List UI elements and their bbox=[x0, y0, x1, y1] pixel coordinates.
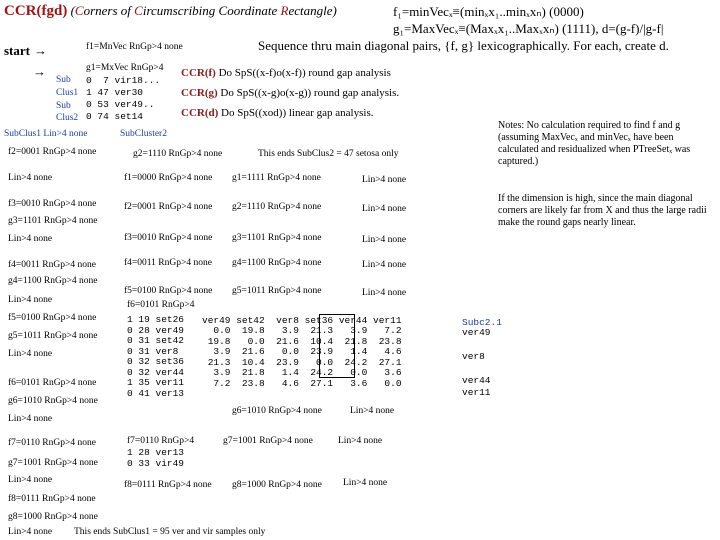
subclus1-item: f4=0011 RnGp>4 none bbox=[8, 260, 96, 270]
g1-table-row: 0 53 ver49.. bbox=[86, 99, 155, 110]
subclus1-item: g8=1000 RnGp>4 none bbox=[8, 512, 98, 522]
distance-matrix-row: 7.2 23.8 4.6 27.1 3.6 0.0 bbox=[202, 377, 402, 389]
subc21-item: ver11 bbox=[462, 387, 491, 398]
subclus1-item: Lin>4 none bbox=[8, 475, 53, 485]
f6-row: 1 19 set26 bbox=[127, 314, 185, 325]
start-label: start bbox=[4, 43, 30, 58]
page-title-block bbox=[4, 2, 337, 20]
subclus2-cell: f3=0010 RnGp>4 none bbox=[124, 233, 213, 243]
subclus2-cell: g3=1101 RnGp>4 none bbox=[232, 233, 322, 243]
notes-calculation: Notes: No calculation required to find f and g (assuming MaxVecₓ and minVecₓ have been calculated and residualized when PTreeSetₓ was captured.) bbox=[498, 120, 691, 167]
subclus1-footer-text: This ends SubClus1 = 95 ver and vir samples only bbox=[74, 527, 266, 537]
subclus1-item: Lin>4 none bbox=[8, 349, 53, 359]
subc21-label: Subc2.1 bbox=[462, 317, 502, 328]
subclus1-item: f2=0001 RnGp>4 none bbox=[8, 147, 97, 157]
subc21-ver49: ver49 bbox=[462, 327, 491, 338]
distance-matrix-row: 19.8 0.0 21.6 10.4 21.8 23.8 bbox=[202, 335, 402, 347]
formula-g1: g₁=MaxVecₓ≡(Maxₓx₁..Maxₓxₙ) (1111), d=(g-f)/|g-f| bbox=[393, 21, 664, 36]
subclus2-g7: g7=1001 RnGp>4 none bbox=[223, 436, 313, 446]
subclus2-f8: f8=0111 RnGp>4 none bbox=[124, 480, 212, 490]
f6-header: f6=0101 RnGp>4 bbox=[127, 300, 195, 310]
page-subtitle: (Corners of Circumscribing Coordinate Rectangle) bbox=[67, 3, 337, 18]
subclus2-cell: g4=1100 RnGp>4 none bbox=[232, 258, 322, 268]
f6-row: 0 32 set36 bbox=[127, 356, 185, 367]
f6-row: 1 35 ver11 bbox=[127, 377, 185, 388]
subclus1-item: f5=0100 RnGp>4 none bbox=[8, 313, 97, 323]
subclus1-footer-lin: Lin>4 none bbox=[8, 527, 53, 537]
matrix-highlight-box bbox=[319, 314, 355, 378]
sequence-line: Sequence thru main diagonal pairs, {f, g} lexicographically. For each, create d. bbox=[258, 38, 669, 53]
subclus1-header: SubClus1 Lin>4 none bbox=[4, 129, 88, 139]
subclus-label-clus2: Clus2 bbox=[56, 113, 79, 123]
subclus2-g2: g2=1110 RnGp>4 none bbox=[133, 149, 223, 159]
subclus2-cell: Lin>4 none bbox=[362, 175, 407, 185]
subclus1-item: Lin>4 none bbox=[8, 295, 53, 305]
g1-table-header: g1=MxVec RnGp>4 bbox=[86, 63, 164, 73]
subclus1-item: Lin>4 none bbox=[8, 173, 53, 183]
formula-f1: f₁=minVecₓ≡(minₓx₁..minₓxₙ) (0000) bbox=[393, 4, 584, 19]
subclus1-item: g5=1011 RnGp>4 none bbox=[8, 331, 98, 341]
subclus2-g8: g8=1000 RnGp>4 none bbox=[232, 480, 322, 490]
subclus1-item: Lin>4 none bbox=[8, 414, 53, 424]
subclus2-cell: Lin>4 none bbox=[362, 235, 407, 245]
arrow-right-icon: → bbox=[34, 43, 47, 58]
ccr-f-line: CCR(f) Do SpS((x-f)o(x-f)) round gap analysis bbox=[181, 67, 391, 79]
subclus2-cell: Lin>4 none bbox=[362, 204, 407, 214]
subc21-item: ver44 bbox=[462, 375, 491, 386]
f7-row: 0 33 vir49 bbox=[127, 458, 185, 469]
subclus1-item: g3=1101 RnGp>4 none bbox=[8, 216, 98, 226]
page-title: CCR(fgd) bbox=[4, 3, 68, 19]
subclus1-item: g4=1100 RnGp>4 none bbox=[8, 276, 98, 286]
distance-matrix-row: 21.3 10.4 23.9 0.0 24.2 27.1 bbox=[202, 356, 402, 368]
subclus1-item: Lin>4 none bbox=[8, 234, 53, 244]
subclus1-item: f3=0010 RnGp>4 none bbox=[8, 199, 97, 209]
distance-matrix-row: 3.9 21.8 1.4 24.2 0.0 3.6 bbox=[202, 367, 402, 378]
subclus2-g6-lin: Lin>4 none bbox=[350, 406, 395, 416]
subcluster2-header: SubCluster2 bbox=[120, 129, 167, 139]
subclus2-g6: g6=1010 RnGp>4 none bbox=[232, 406, 322, 416]
g1-table-row: 0 74 set14 bbox=[86, 111, 144, 122]
ccr-g-line: CCR(g) Do SpS((x-g)o(x-g)) round gap analysis. bbox=[181, 87, 400, 99]
distance-matrix-row: 0.0 19.8 3.9 21.3 3.9 7.2 bbox=[202, 325, 402, 336]
start-row bbox=[4, 42, 47, 60]
arrow-right-icon: → bbox=[33, 64, 46, 79]
f7-row: 1 28 ver13 bbox=[127, 447, 185, 458]
subclus2-g8-lin: Lin>4 none bbox=[343, 478, 388, 488]
subclus2-ends-note: This ends SubClus2 = 47 setosa only bbox=[258, 149, 399, 159]
subclus2-cell: g5=1011 RnGp>4 none bbox=[232, 286, 322, 296]
subclus2-cell: g2=1110 RnGp>4 none bbox=[232, 202, 322, 212]
f6-row: 0 31 set42 bbox=[127, 335, 185, 346]
subclus2-g7-lin: Lin>4 none bbox=[338, 436, 383, 446]
subc21-item: ver8 bbox=[462, 351, 485, 362]
subclus2-cell: g1=1111 RnGp>4 none bbox=[232, 173, 321, 183]
subclus1-item: g6=1010 RnGp>4 none bbox=[8, 396, 98, 406]
f6-row: 0 41 ver13 bbox=[127, 387, 185, 399]
subclus2-cell: Lin>4 none bbox=[362, 288, 407, 298]
f6-row: 0 32 ver44 bbox=[127, 366, 185, 378]
subclus-label-sub2: Sub bbox=[56, 101, 71, 111]
subclus1-item: g7=1001 RnGp>4 none bbox=[8, 458, 98, 468]
subclus2-cell: f4=0011 RnGp>4 none bbox=[124, 258, 212, 268]
subclus2-cell: f5=0100 RnGp>4 none bbox=[124, 286, 213, 296]
subclus1-item: f7=0110 RnGp>4 none bbox=[8, 438, 96, 448]
start-desc: f1=MnVec RnGp>4 none bbox=[86, 42, 183, 52]
subclus1-item: f6=0101 RnGp>4 none bbox=[8, 378, 97, 388]
subclus2-cell: f2=0001 RnGp>4 none bbox=[124, 202, 213, 212]
subclus-label-clus1: Clus1 bbox=[56, 88, 79, 98]
distance-matrix-row: 3.9 21.6 0.0 23.9 1.4 4.6 bbox=[202, 346, 402, 357]
f6-row: 0 28 ver49 bbox=[127, 324, 185, 336]
g1-table-row: 0 7 vir18... bbox=[86, 75, 161, 86]
subclus2-cell: f1=0000 RnGp>4 none bbox=[124, 173, 213, 183]
f6-row: 0 31 ver8 bbox=[127, 345, 179, 357]
subclus-label-sub1: Sub bbox=[56, 75, 71, 85]
g1-table-row: 1 47 ver30 bbox=[86, 87, 144, 98]
subclus1-item: f8=0111 RnGp>4 none bbox=[8, 494, 96, 504]
ccr-d-line: CCR(d) Do SpS((xod)) linear gap analysis. bbox=[181, 107, 374, 119]
f7-header: f7=0110 RnGp>4 bbox=[127, 436, 195, 446]
distance-matrix-header: ver49 set42 ver8 set36 ver44 ver11 bbox=[202, 315, 402, 326]
subclus2-cell: Lin>4 none bbox=[362, 260, 407, 270]
notes-dimension: If the dimension is high, since the main diagonal corners are likely far from X and thus the large radii make the round gaps nearly linear. bbox=[498, 193, 707, 228]
